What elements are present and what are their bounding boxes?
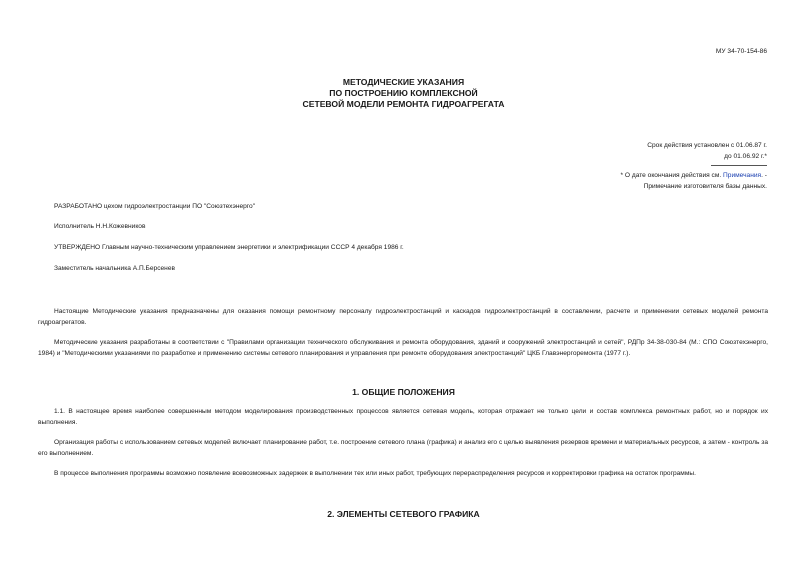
section-1-title: 1. ОБЩИЕ ПОЛОЖЕНИЯ xyxy=(352,387,455,397)
footnote-suffix: . - xyxy=(761,172,767,179)
footnote-line-2: Примечание изготовителя базы данных. xyxy=(643,183,767,190)
title-line-3: СЕТЕВОЙ МОДЕЛИ РЕМОНТА ГИДРОАГРЕГАТА xyxy=(302,99,505,109)
approved-by: УТВЕРЖДЕНО Главным научно-техническим управлением энергетики и электрификации СССР 4 декабря 1986 г. xyxy=(54,244,404,251)
section-1-paragraph-2: Организация работы с использованием сетевых моделей включает планирование работ, т.е. построение сетевого плана (графика) и анализ его с целью выявления резервов времени и материальных ресурсов, а затем - контроль за его выполнением. xyxy=(38,439,768,457)
executor: Исполнитель Н.Н.Кожевников xyxy=(54,223,146,230)
section-2-title: 2. ЭЛЕМЕНТЫ СЕТЕВОГО ГРАФИКА xyxy=(327,509,480,519)
footnote-prefix: * О дате окончания действия см. xyxy=(620,172,722,179)
document-code: МУ 34-70-154-86 xyxy=(715,48,767,55)
title-line-1: МЕТОДИЧЕСКИЕ УКАЗАНИЯ xyxy=(342,77,465,87)
notes-link[interactable]: Примечания xyxy=(723,172,762,179)
developed-by: РАЗРАБОТАНО цехом гидроэлектростанции ПО "Союзтехэнерго" xyxy=(54,203,256,210)
section-1-paragraph-3: В процессе выполнения программы возможно появление всевозможных задержек в выполнении тех или иных работ, требующих перераспределения ресурсов и корректировки графика на остаток программы. xyxy=(54,470,696,477)
footnote-line-1 xyxy=(621,170,768,181)
validity-line-1: Срок действия установлен с 01.06.87 г. xyxy=(647,142,767,149)
document-title xyxy=(0,77,807,110)
validity-line-2: до 01.06.92 г.* xyxy=(724,153,767,160)
intro-paragraph-1: Настоящие Методические указания предназначены для оказания помощи ремонтному персоналу гидроэлектростанций и каскадов гидроэлектростанций в составлении, расчете и применении сетевых моделей ремонта гидроагрегатов. xyxy=(38,308,768,326)
footnote xyxy=(621,170,768,192)
intro-paragraph-2: Методические указания разработаны в соответствии с "Правилами организации технического обслуживания и ремонта оборудования, зданий и сооружений электростанций и сетей", РДПр 34-38-030-84 (М.: СПО Союзтехэнерго, 1984) и "Методическими указаниями по разработке и применению системы сетевого планирования и управления при ремонте оборудования электростанций" ЦКБ Главэнергоремонта (1977 г.). xyxy=(38,339,768,357)
footnote-divider xyxy=(711,165,767,166)
section-1-paragraph-1: 1.1. В настоящее время наиболее совершенным методом моделирования производственных процессов является сетевая модель, которая отражает не только цели и состав комплекса ремонтных работ, но и порядок их выполнения. xyxy=(38,408,768,426)
deputy-head: Заместитель начальника А.П.Берсенев xyxy=(54,265,175,272)
validity-period xyxy=(647,140,767,162)
title-line-2: ПО ПОСТРОЕНИЮ КОМПЛЕКСНОЙ xyxy=(329,88,478,98)
